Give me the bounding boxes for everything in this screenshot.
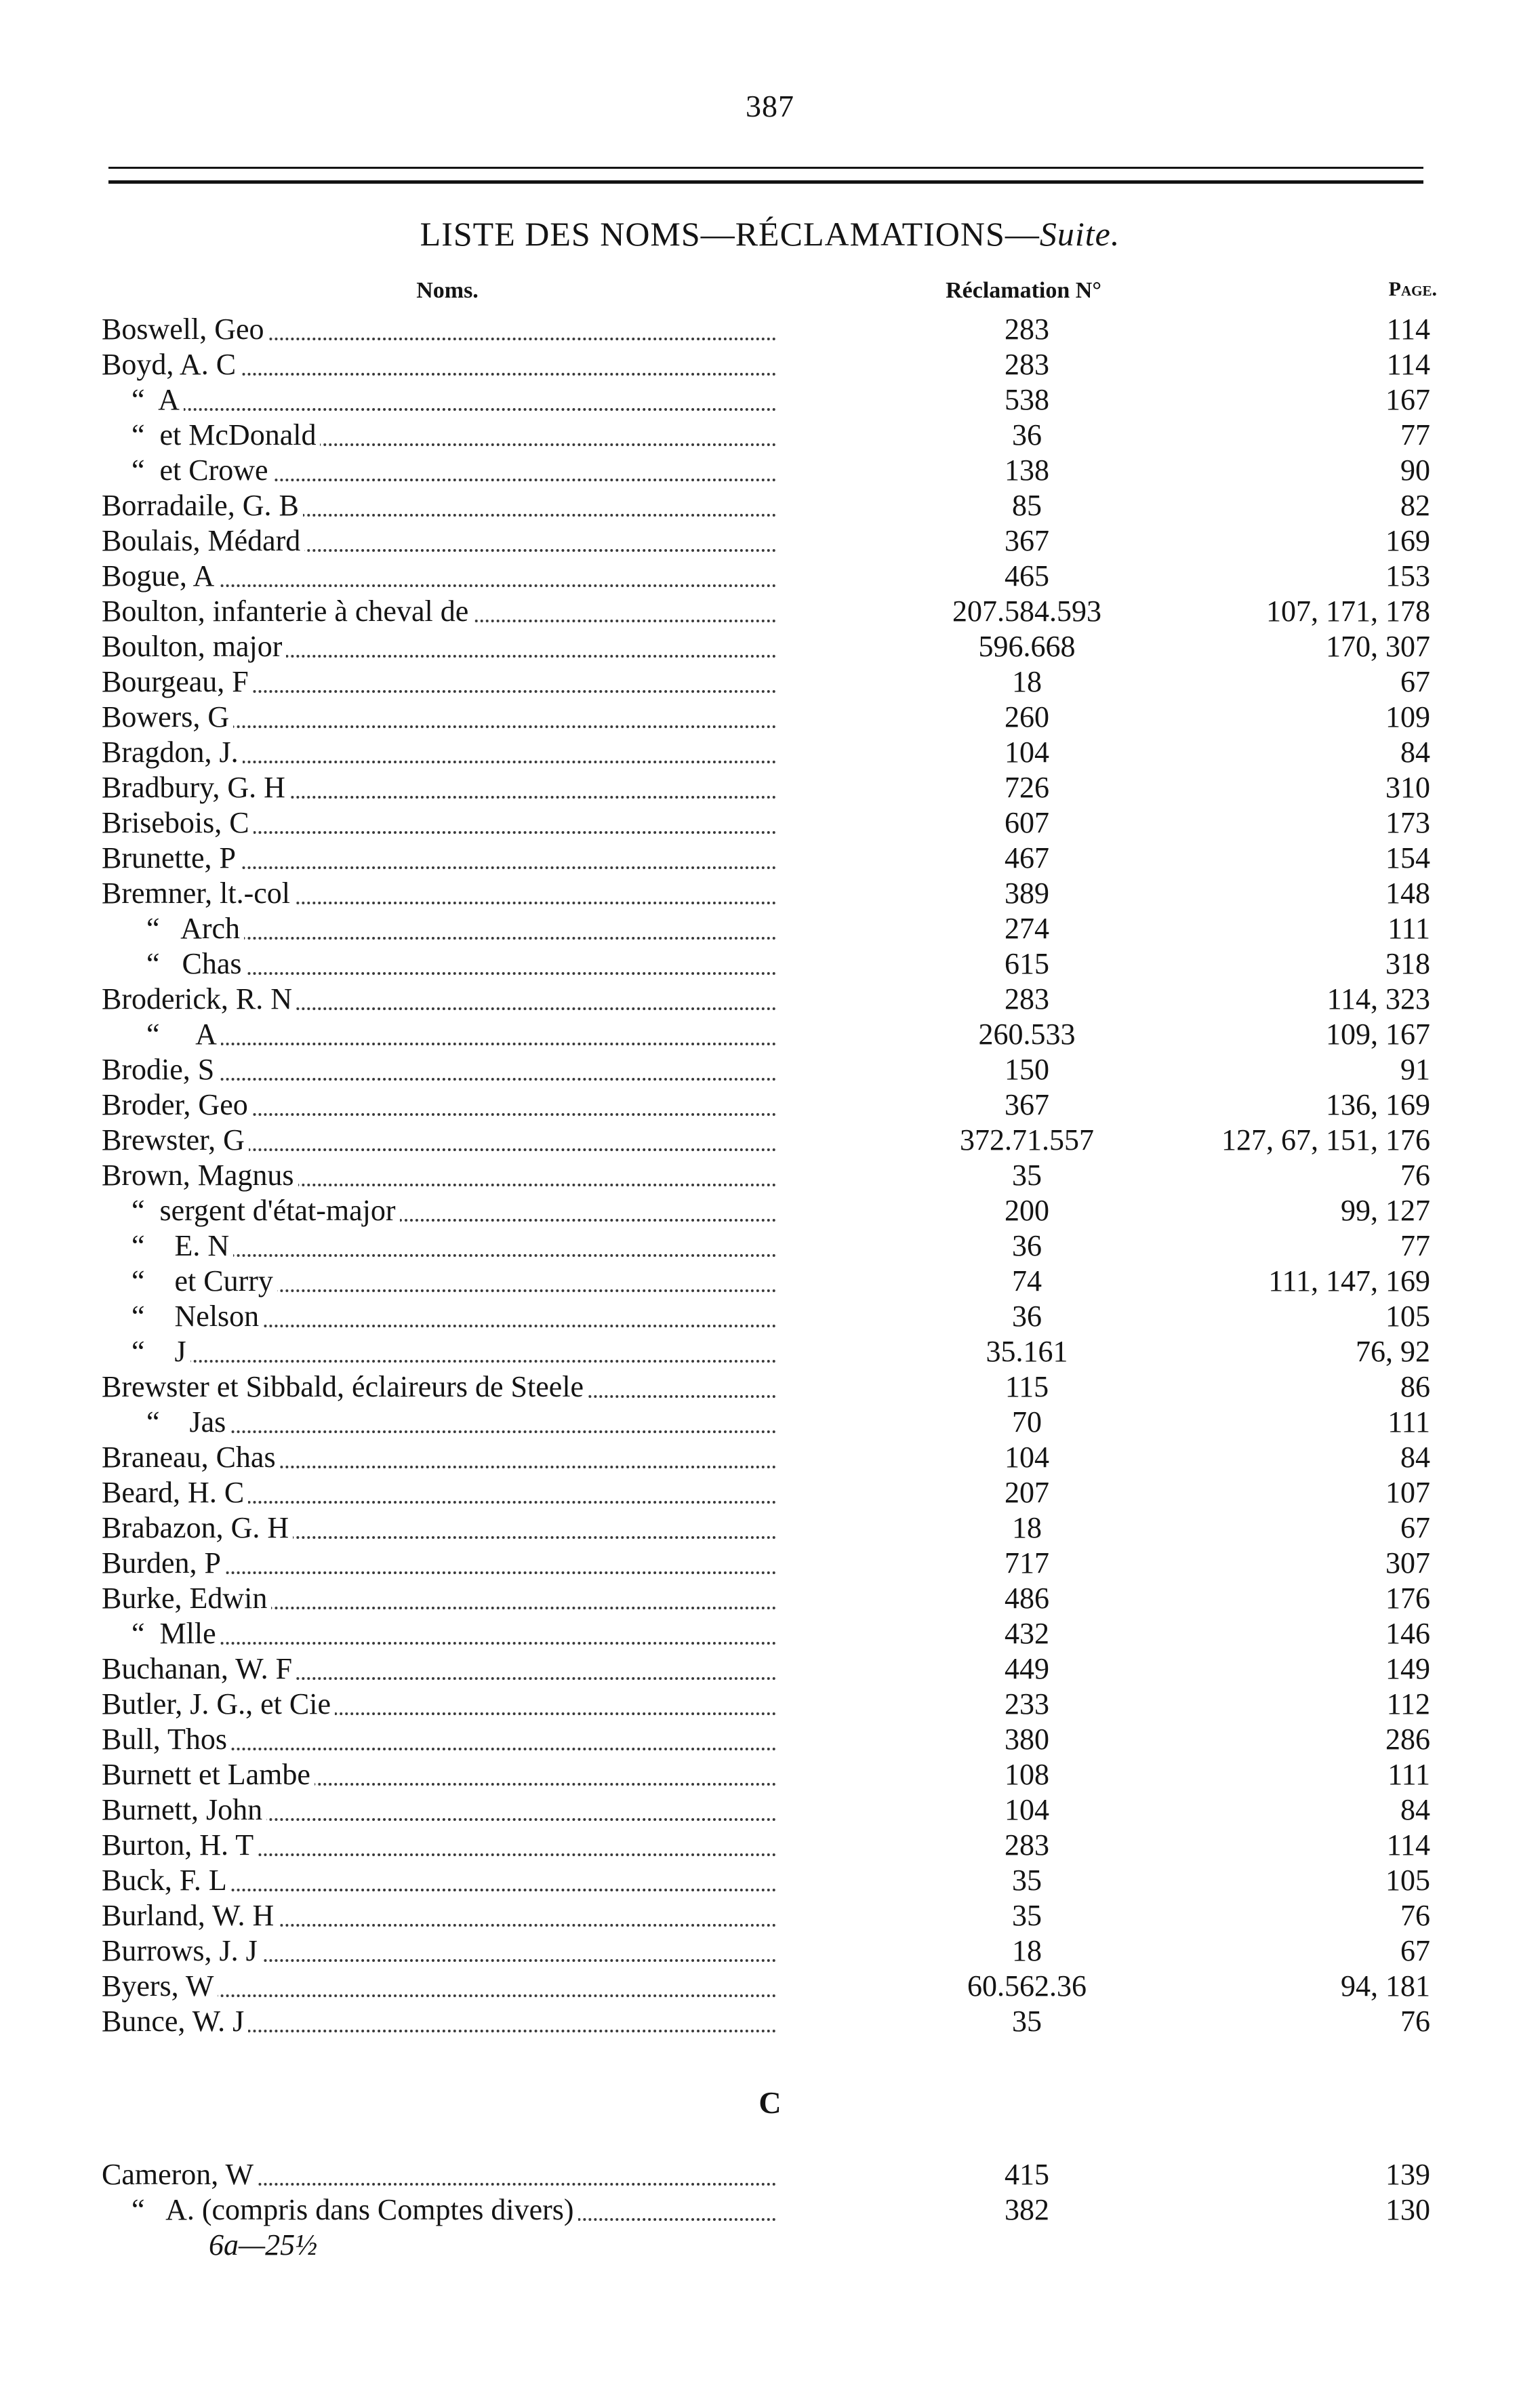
entry-name-cell <box>102 382 776 418</box>
entry-reclamation-number: 200 <box>1005 1194 1049 1227</box>
entry-page-ref: 112 <box>1386 1687 1430 1721</box>
entry-page-ref: 107, 171, 178 <box>1266 595 1430 628</box>
entry-reclamation-number: 35 <box>1012 1864 1042 1897</box>
entry-name-cell <box>102 1193 776 1228</box>
entry-name: Broderick, R. N <box>102 982 296 1016</box>
entry-reclamation-number: 36 <box>1012 1229 1042 1262</box>
entry-name: “ A. (compris dans Comptes divers) <box>102 2193 578 2226</box>
table-row <box>102 1792 1430 1828</box>
entry-name-cell <box>102 594 776 629</box>
entry-name: “ et Crowe <box>102 454 272 487</box>
entry-name: Brunette, P <box>102 841 240 875</box>
table-row <box>102 1475 1430 1510</box>
entry-name: “ E. N <box>102 1229 233 1262</box>
entry-reclamation-number: 367 <box>1005 1088 1049 1121</box>
entry-reclamation-number: 596.668 <box>978 630 1076 663</box>
entry-reclamation-number: 36 <box>1012 418 1042 451</box>
entry-name-cell <box>102 1017 776 1052</box>
entry-reclamation-number: 465 <box>1005 559 1049 592</box>
entry-reclamation-number: 260 <box>1005 700 1049 734</box>
entry-reclamation-number: 70 <box>1012 1405 1042 1439</box>
table-row <box>102 1828 1430 1863</box>
table-row <box>102 382 1430 418</box>
header-rule-thick <box>108 180 1423 184</box>
entry-name-cell <box>102 700 776 735</box>
entry-reclamation-number: 18 <box>1012 665 1042 698</box>
entry-page-ref: 109 <box>1385 700 1430 734</box>
entry-name: Boyd, A. C <box>102 348 240 381</box>
entry-reclamation-number: 467 <box>1005 841 1049 875</box>
entry-page-ref: 109, 167 <box>1326 1018 1430 1051</box>
table-row <box>102 2004 1430 2039</box>
entry-reclamation-number: 18 <box>1012 1934 1042 1967</box>
entry-page-ref: 127, 67, 151, 176 <box>1221 1123 1430 1157</box>
entry-page-ref: 67 <box>1400 1934 1430 1967</box>
entry-name-cell <box>102 523 776 559</box>
table-row <box>102 1052 1430 1087</box>
entry-page-ref: 67 <box>1400 1511 1430 1544</box>
entry-page-ref: 169 <box>1385 524 1430 557</box>
table-row <box>102 1264 1430 1299</box>
entry-name: Brown, Magnus <box>102 1159 298 1192</box>
column-header-noms: Noms. <box>416 278 479 303</box>
entry-reclamation-number: 726 <box>1005 771 1049 804</box>
entry-reclamation-number: 380 <box>1005 1723 1049 1756</box>
table-row <box>102 1687 1430 1722</box>
entry-name: Broder, Geo <box>102 1088 252 1121</box>
entry-page-ref: 146 <box>1385 1617 1430 1650</box>
entry-reclamation-number: 389 <box>1005 877 1049 910</box>
entry-page-ref: 76 <box>1400 1899 1430 1932</box>
table-row <box>102 629 1430 664</box>
entry-reclamation-number: 415 <box>1005 2158 1049 2191</box>
entry-name: Brewster, G <box>102 1123 249 1157</box>
entry-page-ref: 111 <box>1387 1758 1430 1791</box>
entry-reclamation-number: 260.533 <box>978 1018 1076 1051</box>
entry-page-ref: 82 <box>1400 489 1430 522</box>
table-row <box>102 911 1430 946</box>
entry-name: Burrows, J. J <box>102 1934 262 1967</box>
table-row <box>102 1969 1430 2004</box>
entry-page-ref: 136, 169 <box>1326 1088 1430 1121</box>
entry-name-cell <box>102 418 776 453</box>
entry-name: Boulton, infanterie à cheval de <box>102 595 472 628</box>
table-row <box>102 1017 1430 1052</box>
table-row <box>102 1087 1430 1123</box>
entry-name: Burke, Edwin <box>102 1582 271 1615</box>
title-main: LISTE DES NOMS—RÉCLAMATIONS— <box>420 215 1040 253</box>
entry-name-cell <box>102 1123 776 1158</box>
entry-reclamation-number: 615 <box>1005 947 1049 980</box>
entry-page-ref: 114 <box>1386 1828 1430 1862</box>
entry-name-cell <box>102 347 776 382</box>
table-row <box>102 312 1430 347</box>
entry-name: Boswell, Geo <box>102 313 268 346</box>
entry-page-ref: 76, 92 <box>1356 1335 1430 1368</box>
entry-page-ref: 84 <box>1400 1793 1430 1826</box>
entry-name-cell <box>102 982 776 1017</box>
entry-reclamation-number: 283 <box>1005 982 1049 1016</box>
entry-name: Bull, Thos <box>102 1723 231 1756</box>
entry-page-ref: 84 <box>1400 736 1430 769</box>
table-row <box>102 1581 1430 1616</box>
entry-name-cell <box>102 488 776 523</box>
entry-name: Butler, J. G., et Cie <box>102 1687 335 1721</box>
entry-page-ref: 139 <box>1385 2158 1430 2191</box>
page-title <box>0 214 1540 254</box>
entry-name: “ J <box>102 1335 190 1368</box>
entry-name-cell <box>102 1722 776 1757</box>
entry-page-ref: 307 <box>1385 1546 1430 1580</box>
table-row <box>102 1546 1430 1581</box>
page-number: 387 <box>746 89 794 123</box>
entry-page-ref: 94, 181 <box>1341 1969 1430 2003</box>
table-row <box>102 1933 1430 1969</box>
entry-reclamation-number: 35 <box>1012 2005 1042 2038</box>
title-suite: Suite. <box>1039 215 1120 253</box>
entry-name-cell <box>102 1440 776 1475</box>
entry-page-ref: 90 <box>1400 454 1430 487</box>
entry-name-cell <box>102 1581 776 1616</box>
entry-name: “ Jas <box>102 1405 230 1439</box>
entry-page-ref: 67 <box>1400 665 1430 698</box>
entry-name-cell <box>102 1792 776 1828</box>
table-row <box>102 1299 1430 1334</box>
entry-page-ref: 173 <box>1385 806 1430 839</box>
entry-reclamation-number: 283 <box>1005 1828 1049 1862</box>
table-row <box>102 1898 1430 1933</box>
table-row <box>102 453 1430 488</box>
entry-reclamation-number: 274 <box>1005 912 1049 945</box>
entry-page-ref: 114 <box>1386 313 1430 346</box>
entry-name: Bragdon, J. <box>102 736 243 769</box>
entry-name: Cameron, W <box>102 2158 258 2191</box>
table-row <box>102 805 1430 841</box>
dot-leader <box>102 1360 776 1363</box>
entry-page-ref: 149 <box>1385 1652 1430 1685</box>
entry-name-cell <box>102 1510 776 1546</box>
entry-name-cell <box>102 2192 776 2228</box>
entry-name: Burland, W. H <box>102 1899 278 1932</box>
entry-reclamation-number: 35 <box>1012 1159 1042 1192</box>
table-row <box>102 1405 1430 1440</box>
entry-name: “ et Curry <box>102 1264 277 1298</box>
entry-name: Burton, H. T <box>102 1828 258 1862</box>
entries-list-c <box>102 2157 1430 2228</box>
entry-name-cell <box>102 1546 776 1581</box>
entry-name-cell <box>102 1264 776 1299</box>
entry-reclamation-number: 607 <box>1005 806 1049 839</box>
entry-name-cell <box>102 1933 776 1969</box>
entry-name-cell <box>102 1616 776 1651</box>
entry-name-cell <box>102 2004 776 2039</box>
entry-name-cell <box>102 946 776 982</box>
entry-name: Brisebois, C <box>102 806 254 839</box>
entry-name: Brewster et Sibbald, éclaireurs de Steele <box>102 1370 588 1403</box>
entry-reclamation-number: 104 <box>1005 736 1049 769</box>
entry-page-ref: 170, 307 <box>1326 630 1430 663</box>
table-row <box>102 488 1430 523</box>
entry-name: Boulais, Médard <box>102 524 304 557</box>
entry-name-cell <box>102 1863 776 1898</box>
entry-reclamation-number: 367 <box>1005 524 1049 557</box>
entry-name: Bourgeau, F <box>102 665 253 698</box>
entry-name-cell <box>102 312 776 347</box>
entry-reclamation-number: 372.71.557 <box>960 1123 1094 1157</box>
entry-reclamation-number: 138 <box>1005 454 1049 487</box>
entry-page-ref: 77 <box>1400 1229 1430 1262</box>
entry-page-ref: 111 <box>1387 1405 1430 1439</box>
entry-name-cell <box>102 1969 776 2004</box>
entry-name: “ Mlle <box>102 1617 220 1650</box>
table-row <box>102 735 1430 770</box>
entries-list <box>102 312 1430 2039</box>
entry-name-cell <box>102 559 776 594</box>
entry-name-cell <box>102 664 776 700</box>
entry-reclamation-number: 35 <box>1012 1899 1042 1932</box>
entry-page-ref: 107 <box>1385 1476 1430 1509</box>
entry-name-cell <box>102 1405 776 1440</box>
entry-name-cell <box>102 841 776 876</box>
table-row <box>102 1158 1430 1193</box>
entry-page-ref: 286 <box>1385 1723 1430 1756</box>
entry-name-cell <box>102 1828 776 1863</box>
column-header-reclamation: Réclamation N° <box>946 278 1101 303</box>
table-row <box>102 418 1430 453</box>
table-row <box>102 1369 1430 1405</box>
entry-reclamation-number: 717 <box>1005 1546 1049 1580</box>
entry-page-ref: 114 <box>1386 348 1430 381</box>
entry-name: “ sergent d'état-major <box>102 1194 400 1227</box>
table-row <box>102 876 1430 911</box>
entry-name-cell <box>102 629 776 664</box>
table-row <box>102 1510 1430 1546</box>
entry-reclamation-number: 207 <box>1005 1476 1049 1509</box>
table-row <box>102 1334 1430 1369</box>
entry-name: Brabazon, G. H <box>102 1511 293 1544</box>
entry-name: Brodie, S <box>102 1053 218 1086</box>
entry-name-cell <box>102 1228 776 1264</box>
entry-reclamation-number: 18 <box>1012 1511 1042 1544</box>
entry-name-cell <box>102 876 776 911</box>
entry-name: Braneau, Chas <box>102 1441 280 1474</box>
entry-reclamation-number: 382 <box>1005 2193 1049 2226</box>
entry-name: Buck, F. L <box>102 1864 231 1897</box>
entry-name: Burnett et Lambe <box>102 1758 315 1791</box>
entry-name-cell <box>102 2157 776 2192</box>
table-row <box>102 1616 1430 1651</box>
entry-page-ref: 84 <box>1400 1441 1430 1474</box>
entry-reclamation-number: 486 <box>1005 1582 1049 1615</box>
entry-name: “ Arch <box>102 912 244 945</box>
table-row <box>102 1193 1430 1228</box>
entry-reclamation-number: 150 <box>1005 1053 1049 1086</box>
entry-name: “ A <box>102 383 184 416</box>
entry-name: Burden, P <box>102 1546 225 1580</box>
entry-reclamation-number: 104 <box>1005 1441 1049 1474</box>
table-row <box>102 1863 1430 1898</box>
table-row <box>102 594 1430 629</box>
entry-page-ref: 91 <box>1400 1053 1430 1086</box>
entry-name: “ A <box>102 1018 221 1051</box>
entry-reclamation-number: 207.584.593 <box>952 595 1101 628</box>
entry-page-ref: 76 <box>1400 2005 1430 2038</box>
table-row <box>102 1123 1430 1158</box>
table-row <box>102 700 1430 735</box>
entry-name-cell <box>102 1052 776 1087</box>
table-row <box>102 982 1430 1017</box>
section-letter: C <box>758 2085 782 2120</box>
entry-name-cell <box>102 1299 776 1334</box>
entry-page-ref: 148 <box>1385 877 1430 910</box>
entry-name-cell <box>102 735 776 770</box>
table-row <box>102 2192 1430 2228</box>
table-row <box>102 559 1430 594</box>
table-row <box>102 946 1430 982</box>
entry-reclamation-number: 85 <box>1012 489 1042 522</box>
entry-name: Byers, W <box>102 1969 218 2003</box>
entry-page-ref: 154 <box>1385 841 1430 875</box>
entry-name: “ Chas <box>102 947 246 980</box>
entry-name-cell <box>102 911 776 946</box>
entry-name-cell <box>102 1369 776 1405</box>
entry-name: Bunce, W. J <box>102 2005 248 2038</box>
entry-name: Bremner, lt.-col <box>102 877 294 910</box>
entry-reclamation-number: 233 <box>1005 1687 1049 1721</box>
table-row <box>102 1440 1430 1475</box>
table-row <box>102 1228 1430 1264</box>
entry-name-cell <box>102 1475 776 1510</box>
table-row <box>102 770 1430 805</box>
entry-reclamation-number: 104 <box>1005 1793 1049 1826</box>
table-row <box>102 1722 1430 1757</box>
table-row <box>102 523 1430 559</box>
entry-page-ref: 76 <box>1400 1159 1430 1192</box>
entry-name: “ Nelson <box>102 1300 263 1333</box>
entry-name: Buchanan, W. F <box>102 1652 296 1685</box>
entry-reclamation-number: 35.161 <box>986 1335 1068 1368</box>
entry-reclamation-number: 36 <box>1012 1300 1042 1333</box>
entry-reclamation-number: 108 <box>1005 1758 1049 1791</box>
entry-name-cell <box>102 1334 776 1369</box>
table-row <box>102 2157 1430 2192</box>
entry-page-ref: 114, 323 <box>1326 982 1430 1016</box>
entry-page-ref: 153 <box>1385 559 1430 592</box>
entry-page-ref: 167 <box>1385 383 1430 416</box>
entry-page-ref: 99, 127 <box>1341 1194 1430 1227</box>
entry-name-cell <box>102 1087 776 1123</box>
header-rule-thin <box>108 167 1423 169</box>
entry-page-ref: 105 <box>1385 1864 1430 1897</box>
entry-page-ref: 130 <box>1385 2193 1430 2226</box>
entry-name-cell <box>102 453 776 488</box>
entry-name: Burnett, John <box>102 1793 266 1826</box>
entry-page-ref: 86 <box>1400 1370 1430 1403</box>
table-row <box>102 347 1430 382</box>
entry-name-cell <box>102 805 776 841</box>
entry-reclamation-number: 449 <box>1005 1652 1049 1685</box>
entry-name-cell <box>102 1687 776 1722</box>
printer-signature: 6a—25½ <box>209 2228 318 2262</box>
entry-name-cell <box>102 1898 776 1933</box>
entry-reclamation-number: 538 <box>1005 383 1049 416</box>
entry-page-ref: 176 <box>1385 1582 1430 1615</box>
entry-reclamation-number: 115 <box>1005 1370 1049 1403</box>
entry-name: Boulton, major <box>102 630 286 663</box>
table-row <box>102 841 1430 876</box>
entry-reclamation-number: 283 <box>1005 348 1049 381</box>
entry-page-ref: 310 <box>1385 771 1430 804</box>
entry-name-cell <box>102 770 776 805</box>
entry-name-cell <box>102 1651 776 1687</box>
entry-reclamation-number: 432 <box>1005 1617 1049 1650</box>
entry-name-cell <box>102 1757 776 1792</box>
entry-page-ref: 111, 147, 169 <box>1268 1264 1430 1298</box>
entry-name: Bradbury, G. H <box>102 771 289 804</box>
entry-page-ref: 111 <box>1387 912 1430 945</box>
entry-reclamation-number: 283 <box>1005 313 1049 346</box>
entry-name-cell <box>102 1158 776 1193</box>
column-header-page: Page. <box>1388 278 1437 300</box>
dot-leader <box>102 408 776 411</box>
table-row <box>102 1757 1430 1792</box>
entry-page-ref: 318 <box>1385 947 1430 980</box>
entry-reclamation-number: 60.562.36 <box>967 1969 1087 2003</box>
entry-name: Bogue, A <box>102 559 218 592</box>
entry-page-ref: 105 <box>1385 1300 1430 1333</box>
entry-name: Bowers, G <box>102 700 233 734</box>
entry-name: “ et McDonald <box>102 418 320 451</box>
entry-reclamation-number: 74 <box>1012 1264 1042 1298</box>
table-row <box>102 664 1430 700</box>
entry-name: Beard, H. C <box>102 1476 248 1509</box>
entry-page-ref: 77 <box>1400 418 1430 451</box>
entry-name: Borradaile, G. B <box>102 489 303 522</box>
table-row <box>102 1651 1430 1687</box>
